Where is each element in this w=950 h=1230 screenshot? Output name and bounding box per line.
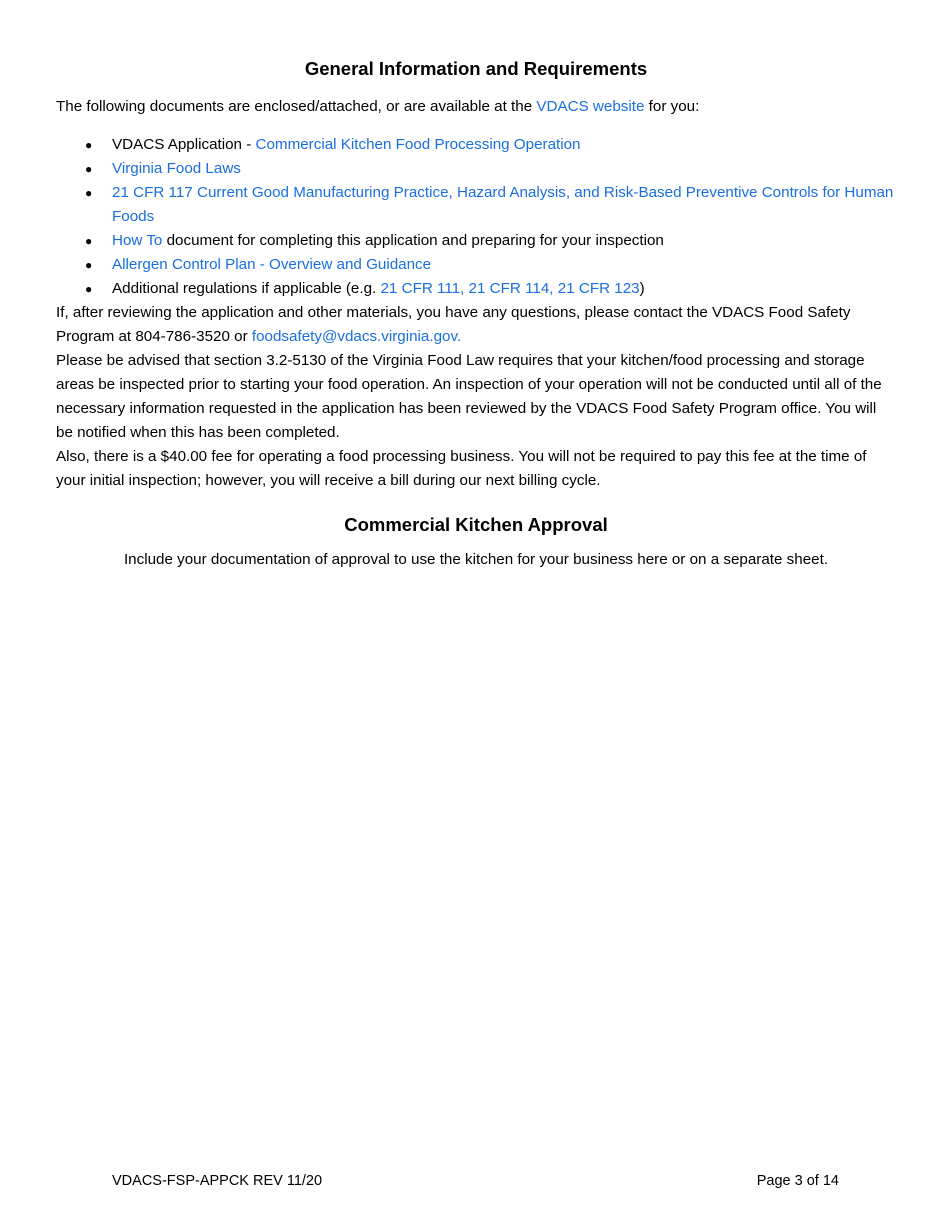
- list-item-suffix: ): [639, 280, 645, 297]
- list-item-suffix: document for completing this application and preparing for your inspection: [162, 232, 664, 249]
- section-heading-kitchen-approval: Commercial Kitchen Approval: [344, 514, 608, 535]
- intro-text-before: The following documents are enclosed/attached, or are available at the: [56, 98, 537, 115]
- page-content: [56, 55, 896, 572]
- food-safety-email-link[interactable]: foodsafety@vdacs.virginia.gov.: [251, 328, 462, 345]
- food-law-paragraph: Please be advised that section 3.2-5130 of the Virginia Food Law requires that your kitchen/food processing and storage areas be inspected prior to starting your food operation. An inspection of your operation will not be conducted until all of the necessary information requested in the application has been reviewed by the VDACS Food Safety Program office. You will be notified when this has been completed.: [56, 352, 882, 441]
- fee-paragraph: Also, there is a $40.00 fee for operating a food processing business. You will not be required to pay this fee at the time of your initial inspection; however, you will receive a bill during our next billing cycle.: [56, 448, 867, 489]
- allergen-control-plan-link[interactable]: Allergen Control Plan - Overview and Guidance: [112, 256, 432, 273]
- bullet-icon: ●: [85, 234, 93, 248]
- page-number: Page 3 of 14: [756, 1173, 839, 1189]
- contact-paragraph: [56, 301, 896, 349]
- documents-list: [56, 133, 896, 301]
- list-item-vdacs-application: [85, 133, 896, 157]
- contact-text: If, after reviewing the application and other materials, you have any questions, please contact the VDACS Food Safety Program at 804-786-3520 or: [56, 304, 851, 345]
- intro-text-after: for you:: [644, 98, 700, 115]
- section-heading-general-info: General Information and Requirements: [304, 58, 648, 79]
- intro-paragraph: [56, 95, 896, 119]
- list-item-21-cfr-117: [85, 181, 896, 229]
- kitchen-approval-note: Include your documentation of approval to use the kitchen for your business here or on a separate sheet.: [123, 551, 829, 568]
- bullet-icon: ●: [85, 138, 93, 152]
- list-item-allergen-control-plan: [85, 253, 896, 277]
- list-item-virginia-food-laws: [85, 157, 896, 181]
- page-footer: [112, 1170, 839, 1192]
- additional-cfr-link[interactable]: 21 CFR 111, 21 CFR 114, 21 CFR 123: [380, 280, 640, 297]
- cfr-117-link[interactable]: 21 CFR 117 Current Good Manufacturing Practice, Hazard Analysis, and Risk-Based Preventive Controls for Human Foods: [112, 184, 894, 225]
- bullet-icon: ●: [85, 162, 93, 176]
- bullet-icon: ●: [85, 282, 93, 296]
- list-item-how-to: [85, 229, 896, 253]
- list-item-prefix: Additional regulations if applicable (e.g.: [112, 280, 381, 297]
- commercial-kitchen-application-link[interactable]: Commercial Kitchen Food Processing Operation: [255, 136, 581, 153]
- list-item-additional-regulations: [85, 277, 896, 301]
- bullet-icon: ●: [85, 186, 93, 200]
- virginia-food-laws-link[interactable]: Virginia Food Laws: [112, 160, 241, 177]
- list-item-prefix: VDACS Application -: [112, 136, 256, 153]
- form-revision-id: VDACS-FSP-APPCK REV 11/20: [112, 1173, 323, 1189]
- bullet-icon: ●: [85, 258, 93, 272]
- vdacs-website-link[interactable]: VDACS website: [536, 98, 645, 115]
- how-to-link[interactable]: How To: [112, 232, 163, 249]
